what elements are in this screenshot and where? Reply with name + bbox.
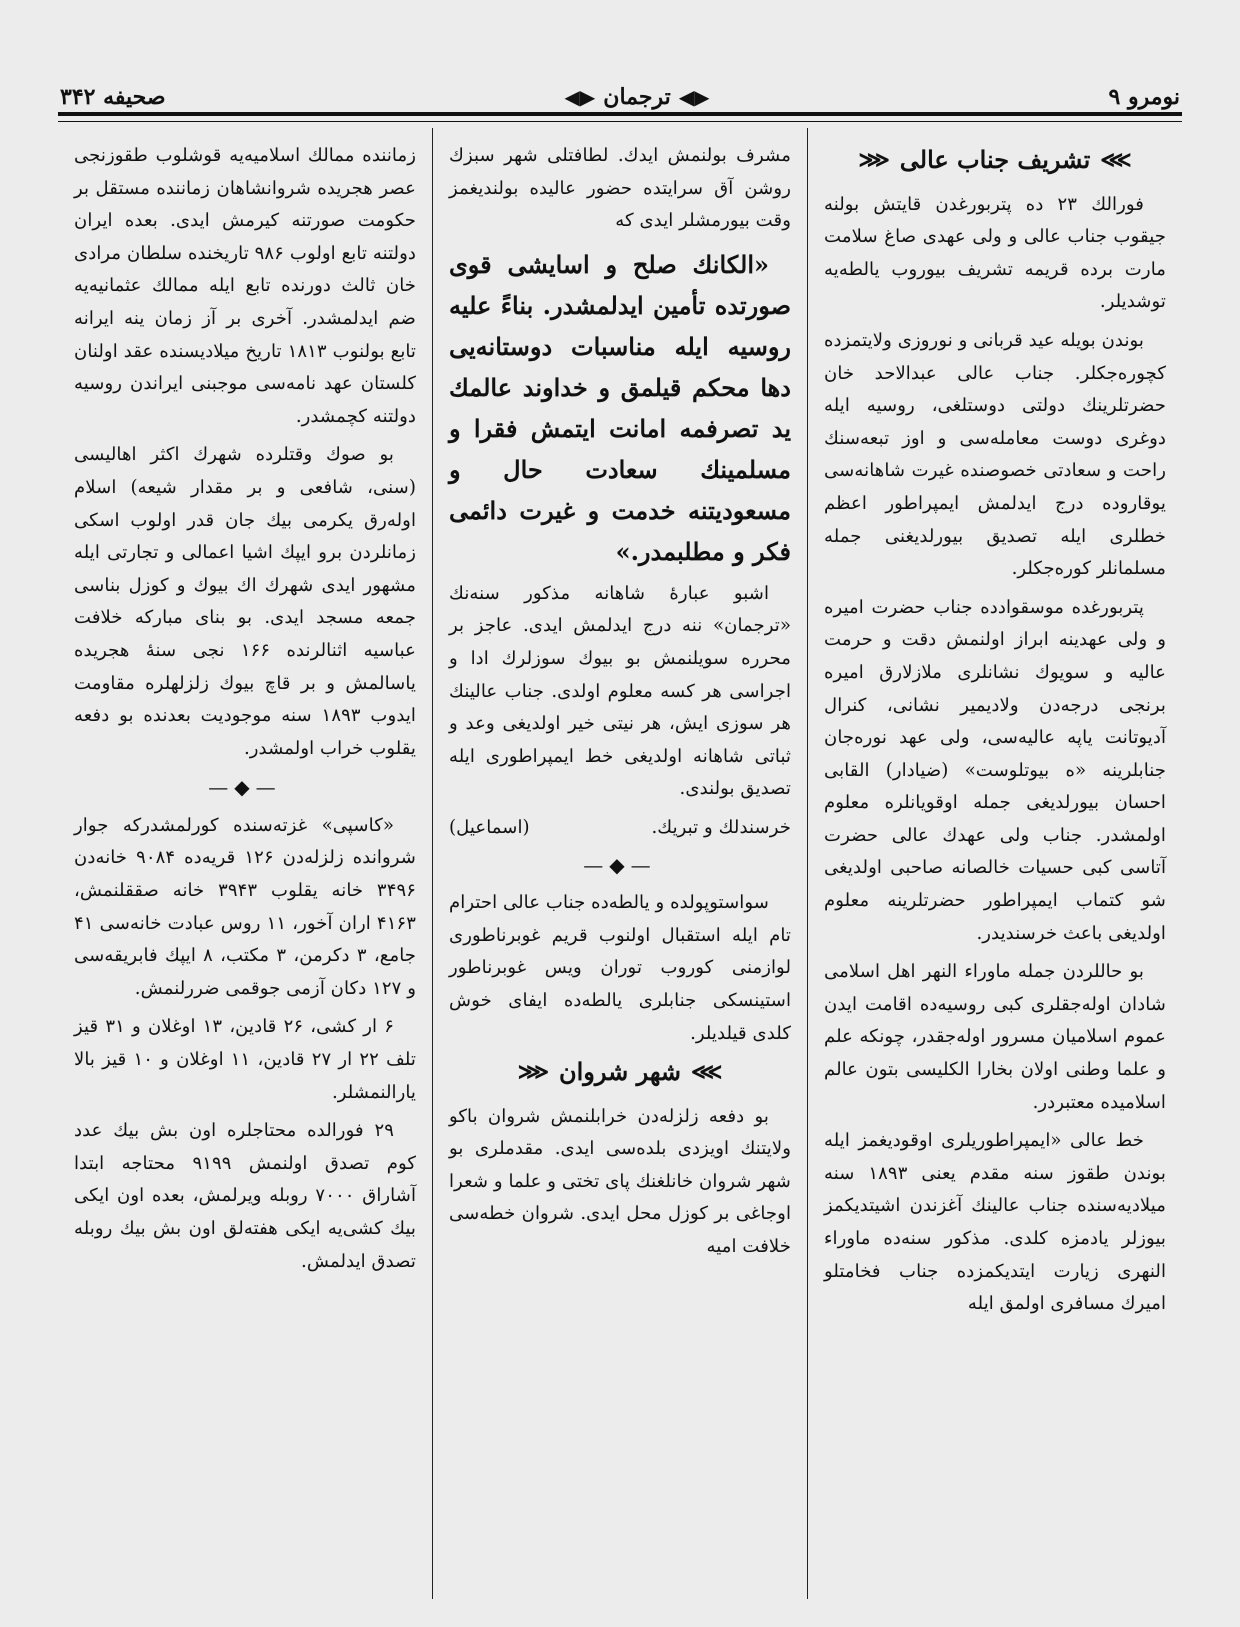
section-title-text: شهر شروان [559, 1057, 682, 1087]
paragraph: پتربورغده موسقوادده جناب حضرت امیره و ولی عهدینه ابراز اولنمش دقت و حرمت عالیه و سویوك نشانلری ملازلارق امیره برنجی درجه‌دن ولادیمیر نشانی، کنرال آدیوتانت یاپه عالیه‌سی، ولی عهد نوره‌جان جنابلرینه «ه بیوتلوست» (ضیادار) القابی احسان بیورلدیغی جمله اوقویانلره معلوم اولمشدر. جناب ولی عهدك عالی حضرت آتاسی کبی حسیات خالصانه صاحبی اولدیغی شو کتماب ایمپراطور حضرتلرینه معلوم اولدیغی باعث خرسندیدر. [824, 596, 1166, 944]
ornament-icon: ⋙ [1100, 147, 1132, 173]
section-title [449, 1056, 791, 1089]
issue-number: نومرو ۹ [1108, 84, 1180, 110]
ornament-icon: ◀▶ [564, 85, 596, 109]
paragraph: زماننده ممالك اسلامیه‌یه قوشلوب طقوزنجی عصر هجریده شروانشاهان زماننده مستقل بر حکومت صورتنه کیرمش ایدی. بعده ایران دولتنه تابع اولوب ۹۸۶ تاریخنده سلطان مرادی خان ثالث دورنده تابع ایله ممالك عثمانیه‌یه ضم ایدلمشدر. آخری بر آز زمان ینه ایرانه تابع بولنوب ۱۸۱۳ تاریخ میلادیسنده عقد اولنان کلستان عهد نامه‌سی موجبنی ایراندن روسیه دولتنه کچمشدر. [74, 145, 416, 427]
ornament-icon: ⋘ [858, 147, 890, 173]
paragraph: بو صوك وقتلرده شهرك اکثر اهالیسی (سنی، شافعی و بر مقدار شیعه) اسلام اوله‌رق یکرمی بیك جان قدر اولوب اسکی زمانلردن برو ایپك اشیا اعمالی و تجارتی ایله مشهور ایدی شهرك اك بیوك و کوزل بناسی جمعه مسجد ایدی. بو بنای مبارکه خلافت عباسیه اثنالرنده ۱۶۶ نجی سنهٔ هجریده یاسالمش و بر قاچ بیوك زلزلهلره مقاومت ایدوب ۱۸۹۳ سنه موجودیت بعدنده بو دفعه یقلوب خراب اولمشدر. [74, 444, 416, 759]
paragraph: مشرف بولنمش ایدك. لطافتلی شهر سبزك روشن آق سرایتده حضور عالیده بولندیغمز وقت بیورمشلر ایدی که [449, 145, 791, 232]
paragraph: «کاسپی» غزته‌سنده کورلمشدرکه جوار شروانده زلزله‌دن ۱۲۶ قریه‌ده ۹۰۸۴ خانه‌دن ۳۴۹۶ خانه یقلوب ۳۹۴۳ خانه صققلنمش، ۴۱۶۳ اران آخور، ۱۱ روس عبادت خانه‌سی ۴۱ جامع، ۳ دکرمن، ۳ مکتب، ۸ ایپك فابریقه‌سی و ۱۲۷ دکان آزمی جوقمی ضررلنمش. [74, 814, 417, 999]
section-title [824, 144, 1166, 177]
columns [58, 128, 1182, 1599]
quote-paragraph: «الکانك صلح و اسایشی قوی صورتده تأمین ایدلمشدر. بناءً علیه روسیه ایله مناسبات دوستانه‌یی دها محکم قیلمق و خداوند عالمك ید تصرفمه امانت ایتمش فقرا و مسلمینك سعادت حال و مسعودیتنه خدمت و غیرت دائمی فکر و مطلبمدر.» [449, 249, 791, 566]
section-title-text: تشریف جناب عالی [899, 145, 1091, 174]
page-header [60, 78, 1180, 116]
masthead [565, 84, 710, 110]
column-right [808, 128, 1182, 1599]
paragraph: فورالك ۲۳ ده پتربورغدن قایتش بولنه جیقوب جناب عالی و ولی عهدی صاغ سلامت مارت برده قریمه تشریف بیوروب یالطه‌یه توشدیلر. [824, 193, 1166, 313]
page-number: صحیفه ۳۴۲ [60, 84, 166, 110]
divider-ornament: —◆— [583, 852, 657, 877]
signature-name: (اسماعیل) [449, 816, 530, 838]
column-middle [432, 128, 808, 1599]
masthead-title: ترجمان [603, 84, 671, 110]
divider-ornament: —◆— [208, 775, 282, 800]
paragraph: خط عالی «ایمپراطوریلری اوقودیغمز ایله بوندن طقوز سنه مقدم یعنی ۱۸۹۳ سنه میلادیه‌سنده جناب عالینك آغزندن اشیتدیکمز بیوزلر یادمزه کلدی. مذکور سنه‌ده ماوراء النهری زیارت ایتدیکمزده جناب فخامتلو امیرك مسافری اولمق ایله [824, 1130, 1166, 1315]
paragraph: سواستوپولده و یالطه‌ده جناب عالی احترام تام ایله استقبال اولنوب قریم غوبرناطوری لوازمنی کوروب توران ویس غوبرناطور استینسکی جنابلری یالطه‌ده ایفای خوش کلدی قیلدیلر. [449, 892, 791, 1044]
ornament-icon: ⋙ [691, 1059, 723, 1086]
signature-thanks: خرسندلك و تبریك. [651, 816, 791, 838]
paragraph: بوندن بویله عید قربانی و نوروزی ولایتمزده کچوره‌جکلر. جناب عالی عبدالاحد خان حضرتلرینك دولتی دوستلغی، روسیه ایله دوغری دوست معامله‌سی و اوز تبعه‌سنك راحت و سعادتی خصوصنده غیرت شاهانه‌سی یوقاروده درج ایدلمش ایمپراطور اعظم خطلری ایله تصدیق بیورلدیغنی جمله مسلمانلر کوره‌جکلر. [824, 329, 1166, 580]
ornament-icon: ⋘ [517, 1059, 549, 1086]
paragraph: ۶ ار کشی، ۲۶ قادین، ۱۳ اوغلان و ۳۱ قیز تلف ۲۲ ار ۲۷ قادین، ۱۱ اوغلان و ۱۰ قیز بالا یارالنمشلر. [74, 1016, 416, 1103]
ornament-icon: ◀▶ [678, 85, 710, 109]
header-rule-thin [58, 121, 1182, 122]
paragraph: بو حاللردن جمله ماوراء النهر اهل اسلامی شادان اوله‌جقلری کبی روسیه‌ده اقامت ایدن عموم اسلامیان مسرور اوله‌جقدر، چونکه علم و علما وطنی اولان بخارا الکلیسی بتون عالم اسلامیده معتبردر. [824, 961, 1166, 1113]
signature-line [449, 812, 791, 845]
paragraph: اشبو عبارهٔ شاهانه مذکور سنه‌نك «ترجمان» ننه درج ایدلمش ایدی. عاجز بر محرره سویلنمش بو بیوك سوزلرك ادا و اجراسی هر کسه معلوم اولدی. جناب عالینك هر سوزی ایش، هر نیتی خیر اولدیغی وعد و ثباتی شاهانه اولدیغی خط ایمپراطوری ایله تصدیق بولندی. [449, 582, 791, 800]
header-rule [58, 112, 1182, 116]
paragraph: بو دفعه زلزله‌دن خرابلنمش شروان باکو ولایتنك اویزدی بلده‌سی ایدی. مقدملری بو شهر شروان خانلغنك پای تختی و علما و شعرا اوجاغی بر کوزل محل ایدی. شروان خطه‌سی خلافت امیه [449, 1105, 791, 1258]
column-left [58, 128, 432, 1599]
paragraph: ۲۹ فورالده محتاجلره اون بش بیك عدد کوم تصدق اولنمش ۹۱۹۹ محتاجه ابتدا آشاراق ۷۰۰۰ روبله ویرلمش، بعده اون ایکی بیك کشی‌یه ایکی هفته‌لق اون بش بیك روبله تصدق ایدلمش. [74, 1120, 417, 1272]
